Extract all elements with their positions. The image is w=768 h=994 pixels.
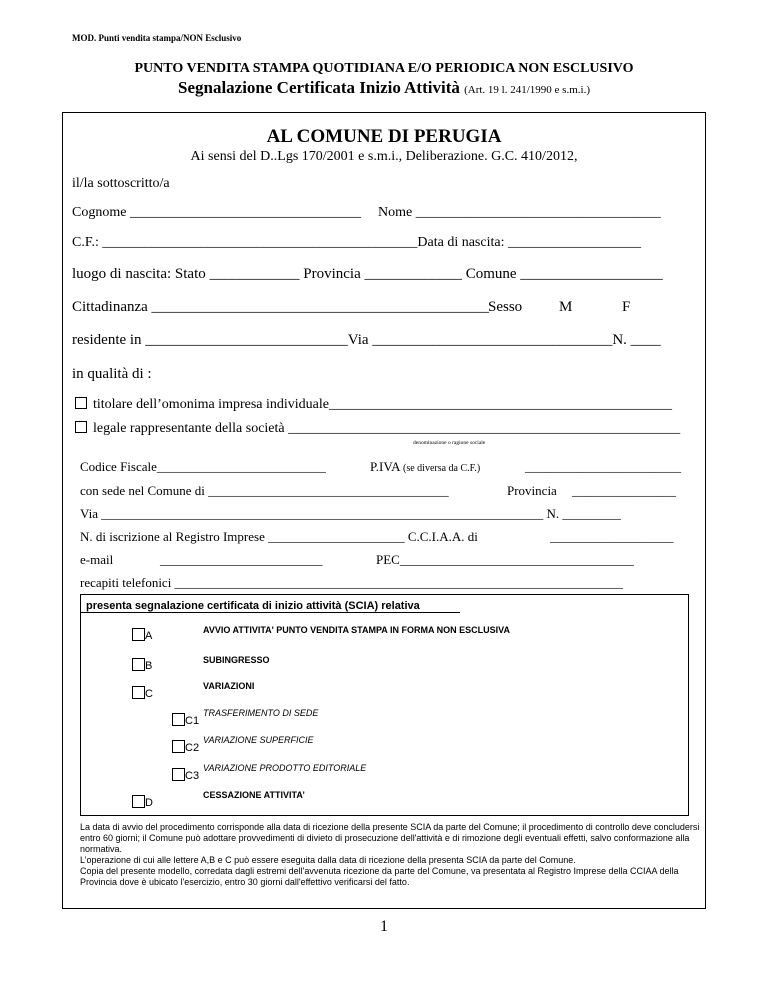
sesso-label: Sesso — [488, 299, 523, 315]
option-c3[interactable] — [172, 766, 199, 784]
option-c2[interactable] — [172, 738, 199, 756]
codice-fiscale-field[interactable]: Codice Fiscale__________________________ — [80, 459, 326, 474]
scia-title: Segnalazione Certificata Inizio Attività — [177, 78, 460, 97]
recipient-title: AL COMUNE DI PERUGIA — [266, 126, 502, 147]
sesso-f-option[interactable]: F — [622, 299, 631, 315]
email-field[interactable]: _________________________ — [160, 552, 323, 567]
option-c1-checkbox[interactable] — [172, 713, 185, 726]
recapiti-field[interactable]: recapiti telefonici _____________________________________________________________________ — [80, 575, 624, 590]
option-d-checkbox[interactable] — [132, 795, 145, 808]
law-reference: (Art. 19 l. 241/1990 e s.m.i.) — [464, 84, 590, 96]
legale-checkbox[interactable] — [75, 421, 87, 433]
residence-field[interactable]: residente in ___________________________Via ________________________________N. ____ — [72, 332, 661, 348]
sede-comune-field[interactable]: con sede nel Comune di _____________________________________ — [80, 483, 449, 498]
scia-heading-rule — [80, 612, 460, 613]
option-c2-code: C2 — [185, 742, 200, 754]
option-d-code: D — [145, 797, 153, 809]
form-title: PUNTO VENDITA STAMPA QUOTIDIANA E/O PERIODICA NON ESCLUSIVO — [134, 61, 634, 76]
cciaa-field[interactable]: ___________________ — [550, 529, 674, 544]
option-c2-checkbox[interactable] — [172, 740, 185, 753]
option-b[interactable] — [132, 656, 152, 674]
note-procedure: La data di avvio del procedimento corrisponde alla data di ricezione della presente SCIA da parte del Comune; il procedimento di controllo deve concludersi entro 60 giorni; il Comune può adottare provvedimenti di divieto di prosecuzione dell'attività e di rimozione degli eventuali effetti, salvo conformazione alla normativa. — [80, 822, 700, 854]
option-c-label: VARIAZIONI — [203, 681, 255, 691]
cf-birthdate-field[interactable]: C.F.: _____________________________________________Data di nascita: ___________________ — [72, 235, 641, 250]
piva-label: P.IVA (se diversa da C.F.) — [370, 459, 481, 474]
option-a-checkbox[interactable] — [132, 628, 145, 641]
pec-field[interactable]: PEC____________________________________ — [376, 552, 634, 567]
option-c3-checkbox[interactable] — [172, 768, 185, 781]
piva-note: (se diversa da C.F.) — [403, 463, 481, 474]
option-b-label: SUBINGRESSO — [203, 655, 270, 665]
option-a-code: A — [145, 630, 153, 642]
cognome-field[interactable]: Cognome _________________________________ — [72, 205, 361, 220]
email-label: e-mail — [80, 552, 114, 567]
titolare-checkbox[interactable] — [75, 397, 87, 409]
option-c2-label: VARIAZIONE SUPERFICIE — [203, 735, 314, 745]
option-c3-code: C3 — [185, 770, 200, 782]
provincia-field[interactable]: ________________ — [572, 483, 676, 498]
legale-label: legale rappresentante della società ________________________________________________________ — [93, 421, 681, 436]
option-b-code: B — [145, 660, 153, 672]
page-number: 1 — [380, 918, 388, 935]
denominazione-note: denominazione o ragione sociale — [413, 440, 486, 446]
legale-option[interactable] — [75, 421, 680, 437]
nome-field[interactable]: Nome ___________________________________ — [378, 205, 661, 220]
note-operation: L’operazione di cui alle lettere A,B e C può essere eseguita dalla data di ricezione della presenta SCIA da parte del Comune. — [80, 855, 576, 865]
sesso-m-option[interactable]: M — [559, 299, 573, 315]
provincia-label: Provincia — [507, 483, 557, 498]
option-c[interactable] — [132, 684, 153, 702]
option-a-label: AVVIO ATTIVITA' PUNTO VENDITA STAMPA IN FORMA NON ESCLUSIVA — [203, 625, 510, 635]
titolare-label: titolare dell’omonima impresa individuale_________________________________________________ — [93, 397, 672, 412]
option-c-code: C — [145, 688, 153, 700]
birthplace-field[interactable]: luogo di nascita: Stato ____________ Provincia _____________ Comune ___________________ — [72, 266, 663, 282]
option-d-label: CESSAZIONE ATTIVITA’ — [203, 790, 305, 800]
option-c1-code: C1 — [185, 715, 200, 727]
option-c-checkbox[interactable] — [132, 686, 145, 699]
option-a[interactable] — [132, 626, 152, 644]
option-d[interactable] — [132, 793, 153, 811]
form-model-code: MOD. Punti vendita stampa/NON Esclusivo — [72, 33, 242, 43]
sottoscritto-label: il/la sottoscritto/a — [72, 176, 170, 191]
piva-field[interactable]: ________________________ — [525, 459, 681, 474]
option-c3-label: VARIAZIONE PRODOTTO EDITORIALE — [203, 763, 367, 773]
qualita-label: in qualità di : — [72, 366, 152, 382]
titolare-option[interactable] — [75, 397, 672, 413]
option-b-checkbox[interactable] — [132, 658, 145, 671]
form-subtitle — [0, 78, 768, 98]
via-field[interactable]: Via ____________________________________________________________________ N. _________ — [80, 506, 621, 521]
cittadinanza-field[interactable]: Cittadinanza _____________________________________________ — [72, 299, 490, 315]
legal-basis: Ai sensi del D..Lgs 170/2001 e s.m.i., Deliberazione. G.C. 410/2012, — [190, 149, 578, 164]
iscrizione-field[interactable]: N. di iscrizione al Registro Imprese _____________________ C.C.I.A.A. di — [80, 529, 478, 544]
option-c1[interactable] — [172, 711, 199, 729]
scia-heading: presenta segnalazione certificata di inizio attività (SCIA) relativa — [86, 600, 420, 612]
option-c1-label: TRASFERIMENTO DI SEDE — [203, 708, 319, 718]
note-copy: Copia del presente modello, corredata dagli estremi dell'avvenuta ricezione da parte del Comune, va presentata al Registro Imprese della CCIAA della Provincia dove è ubicato l'esercizio, entro 30 giorni dall'effettivo verificarsi del fatto. — [80, 866, 679, 887]
